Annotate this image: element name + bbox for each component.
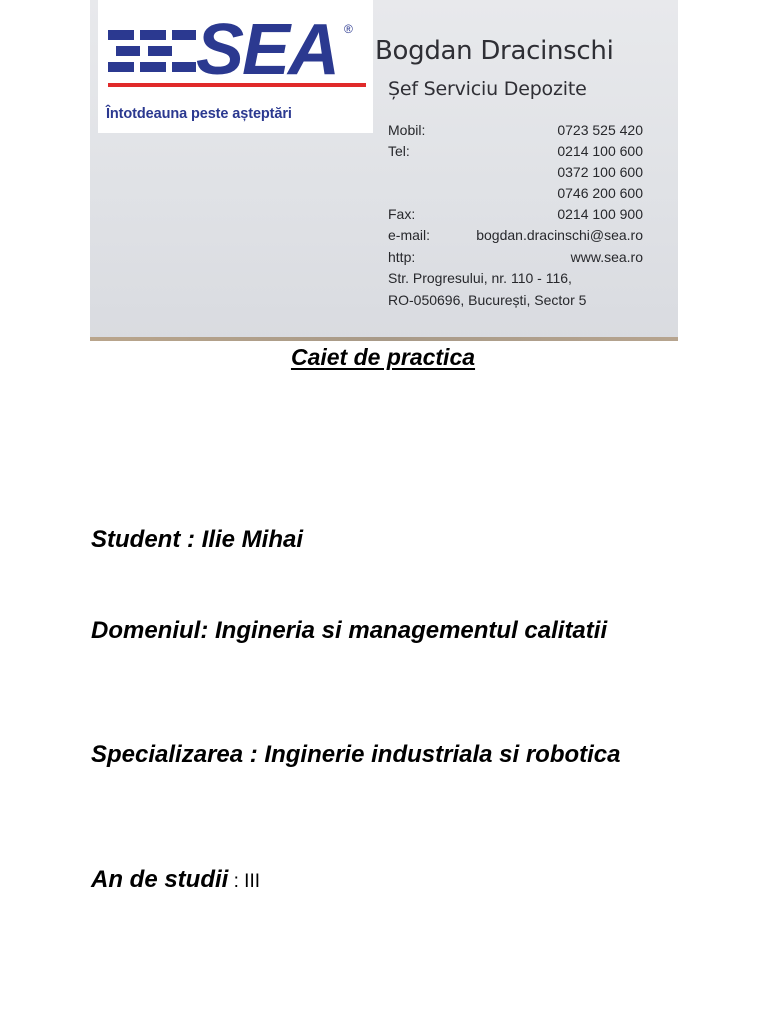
student-field: Student : Ilie Mihai — [91, 526, 304, 553]
tel-value-2: 0372 100 600 — [557, 164, 643, 180]
mobil-value: 0723 525 420 — [557, 122, 643, 138]
tagline: Întotdeauna peste așteptări — [106, 106, 292, 122]
card-owner-name: Bogdan Dracinschi — [375, 36, 614, 66]
registered-mark: ® — [344, 22, 353, 36]
fax-value: 0214 100 900 — [557, 206, 643, 222]
http-label: http: — [388, 249, 416, 265]
business-card-image — [90, 0, 678, 341]
study-year-value: : III — [228, 871, 261, 892]
domain-field: Domeniul: Ingineria si managementul calitatii — [91, 617, 608, 644]
fax-label: Fax: — [388, 206, 416, 222]
mobil-label: Mobil: — [388, 122, 426, 138]
study-year-label: An de studii — [91, 866, 229, 893]
specialization-field: Specializarea : Inginerie industriala si robotica — [91, 741, 621, 768]
sea-logo — [98, 0, 373, 133]
sea-wordmark: SEA — [196, 10, 339, 90]
email-label: e-mail: — [388, 227, 431, 243]
tel-value-1: 0214 100 600 — [557, 143, 643, 159]
document-title: Caiet de practica — [290, 344, 476, 370]
email-value: bogdan.dracinschi@sea.ro — [476, 227, 643, 243]
tel-value-3: 0746 200 600 — [557, 185, 643, 201]
address-line-2: RO-050696, București, Sector 5 — [388, 292, 587, 308]
card-owner-title: Șef Serviciu Depozite — [388, 78, 587, 100]
study-year-field — [91, 863, 671, 899]
http-value: www.sea.ro — [570, 249, 643, 265]
tel-label: Tel: — [388, 143, 410, 159]
address-line-1: Str. Progresului, nr. 110 - 116, — [388, 270, 572, 286]
